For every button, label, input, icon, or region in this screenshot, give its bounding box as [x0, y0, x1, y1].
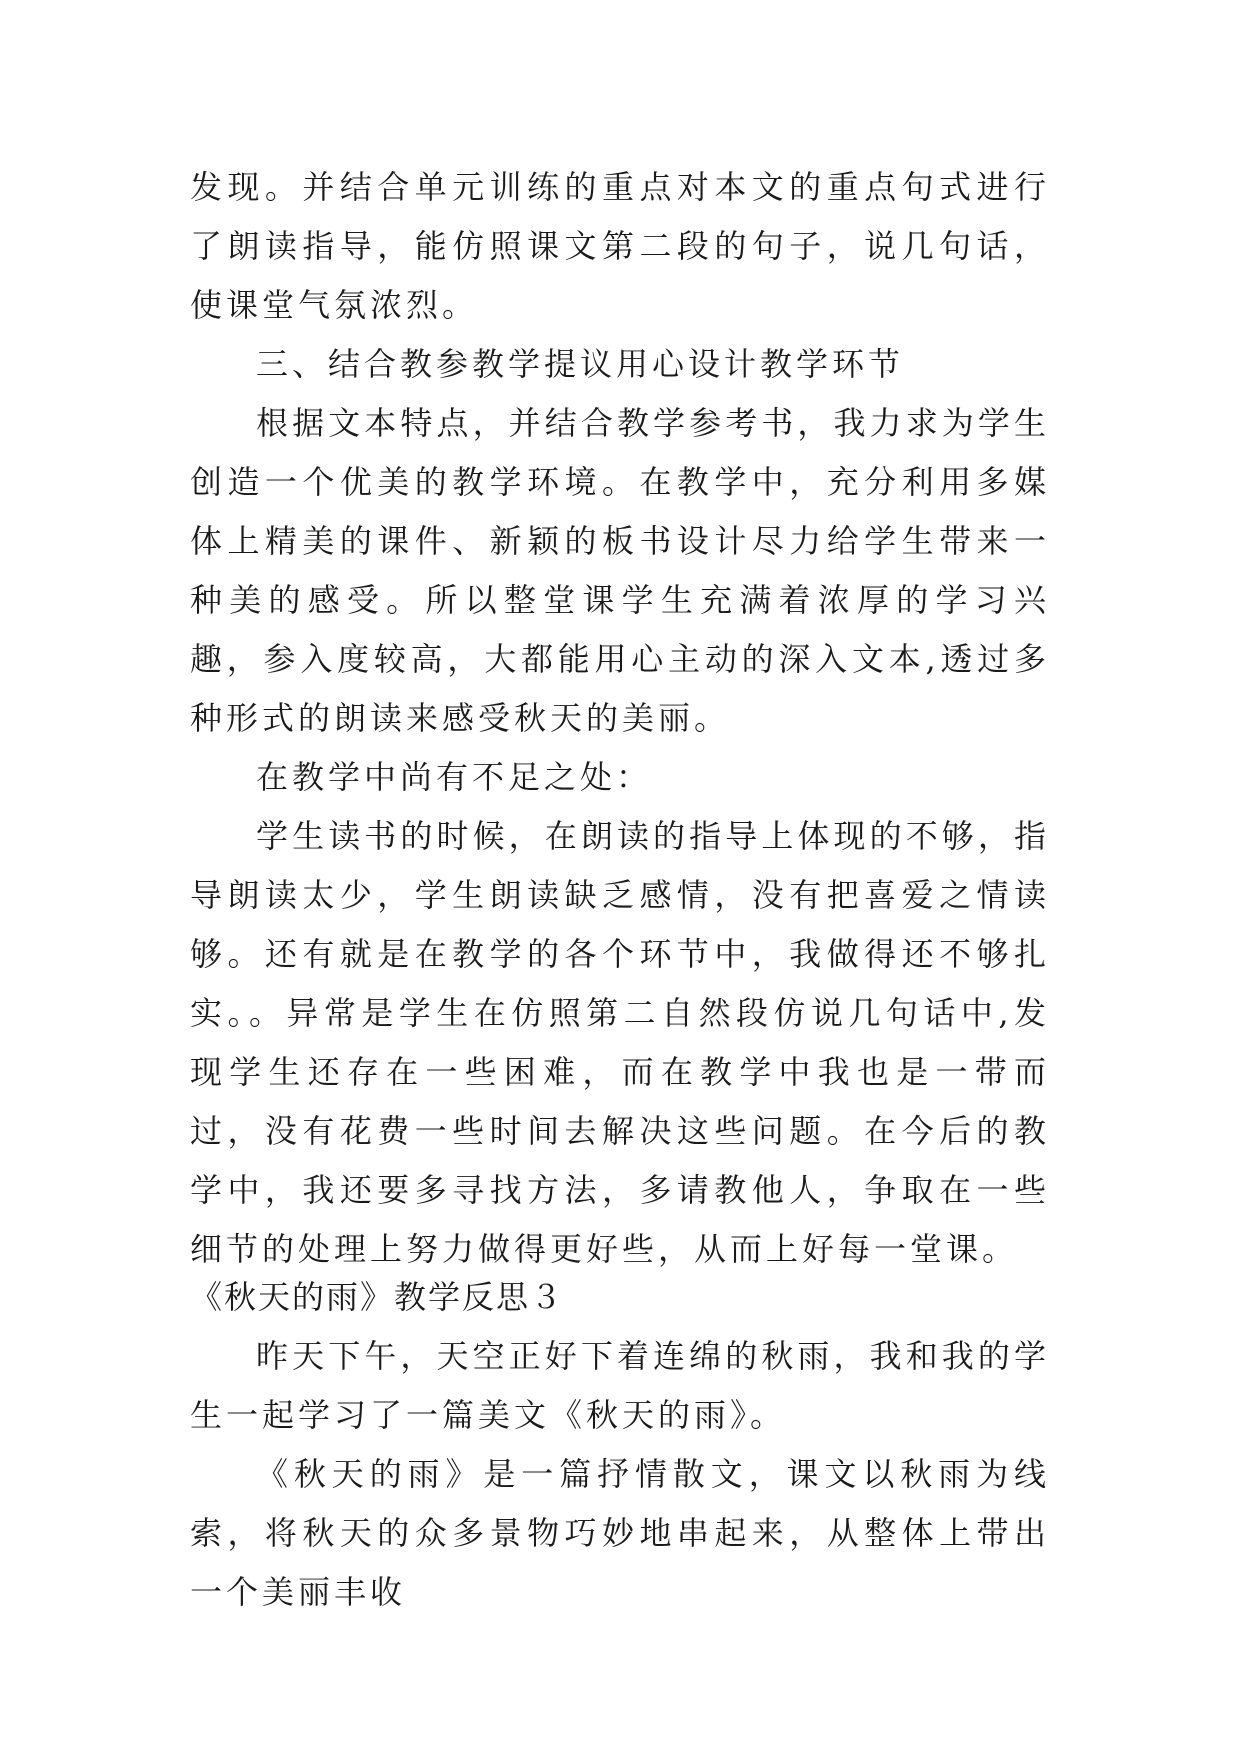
paragraph-lyric-essay: 《秋天的雨》是一篇抒情散文，课文以秋雨为线索，将秋天的众多景物巧妙地串起来，从整体上带出一个美丽丰收 — [190, 1455, 1050, 1611]
section-title: 《秋天的雨》教学反思３ — [190, 1278, 565, 1316]
paragraph-design: 根据文本特点，并结合教学参考书，我力求为学生创造一个优美的教学环境。在教学中，充分利用多媒体上精美的课件、新颖的板书设计尽力给学生带来一种美的感受。所以整堂课学生充满着浓厚的学习兴趣，参入度较高，大都能用心主动的深入文本,透过多种形式的朗读来感受秋天的美丽。 — [190, 404, 1050, 737]
body-text-section-3 — [190, 1327, 1050, 1622]
paragraph-yesterday: 昨天下午，天空正好下着连绵的秋雨，我和我的学生一起学习了一篇美文《秋天的雨》。 — [190, 1337, 1050, 1434]
paragraph-shortcomings: 学生读书的时候，在朗读的指导上体现的不够，指导朗读太少，学生朗读缺乏感情，没有把喜爱之情读够。还有就是在教学的各个环节中，我做得还不够扎实。。异常是学生在仿照第二自然段仿说几句话中,发现学生还存在一些困难，而在教学中我也是一带而过，没有花费一些时间去解决这些问题。在今后的教学中，我还要多寻找方法，多请教他人，争取在一些细节的处理上努力做得更好些，从而上好每一堂课。 — [190, 817, 1050, 1268]
paragraph-continuation: 发现。并结合单元训练的重点对本文的重点句式进行了朗读指导，能仿照课文第二段的句子，说几句话，使课堂气氛浓烈。 — [190, 168, 1050, 324]
paragraph-shortcomings-intro: 在教学中尚有不足之处： — [256, 758, 653, 796]
subheading-teaching-design: 三、结合教参教学提议用心设计教学环节 — [256, 345, 905, 383]
body-text-part-1 — [190, 158, 1050, 1279]
